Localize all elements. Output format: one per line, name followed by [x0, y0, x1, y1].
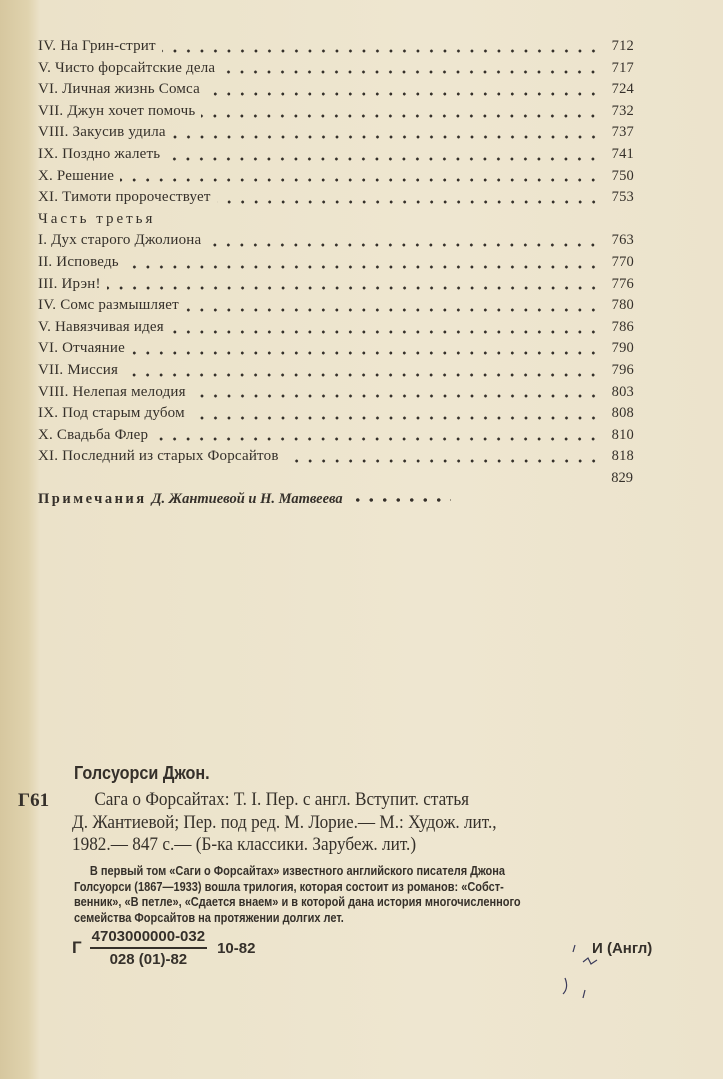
entry-page: 803 — [611, 383, 634, 400]
notes-label: Примечания — [38, 491, 147, 508]
toc-entry — [38, 124, 634, 146]
dot-leader — [170, 329, 600, 335]
dot-leader — [185, 307, 600, 313]
dot-leader — [351, 497, 451, 503]
entry-page: 780 — [611, 297, 634, 314]
toc-entry — [38, 254, 634, 276]
pencil-mark-icon — [555, 940, 605, 1000]
entry-title: VI. Личная жизнь Сомса — [38, 81, 200, 98]
dot-leader — [154, 436, 600, 442]
entry-page: 808 — [611, 405, 634, 422]
index-letter: Г — [72, 938, 82, 957]
entry-title: IX. Поздно жалеть — [38, 145, 161, 162]
catalog-index — [72, 928, 255, 968]
entry-title: II. Исповедь — [38, 253, 119, 270]
entry-title: VII. Джун хочет помочь — [38, 102, 196, 119]
toc-entry — [38, 297, 634, 319]
entry-title: V. Чисто форсайтские дела — [38, 59, 216, 76]
classification: И (Англ) — [592, 940, 653, 957]
entry-page: 776 — [611, 275, 634, 292]
entry-page: 753 — [611, 189, 634, 206]
index-fraction — [90, 928, 207, 968]
desc-line: Д. Жантиевой; Пер. под ред. М. Лорие.— М.: Худож. лит., — [72, 812, 497, 833]
abstract-line: венник», «В петле», «Сдается внаем» и в которой дана история многочисленного — [74, 895, 521, 909]
dot-leader — [221, 69, 600, 75]
dot-leader — [131, 350, 600, 356]
toc-entry — [38, 405, 634, 427]
toc-entry — [38, 60, 634, 82]
dot-leader — [206, 91, 600, 97]
catalog-description — [72, 789, 497, 857]
entry-title: IV. На Грин-стрит — [38, 38, 156, 54]
notes-entry — [38, 491, 634, 508]
dot-leader — [207, 242, 600, 248]
dot-leader — [124, 372, 600, 378]
entry-page: 818 — [611, 448, 634, 465]
dot-leader — [162, 48, 600, 54]
entry-title: VI. Отчаяние — [38, 340, 125, 357]
dot-leader — [217, 199, 600, 205]
entry-page: 750 — [611, 167, 634, 184]
entry-title: VIII. Закусив удила — [38, 124, 166, 141]
toc-entry — [38, 81, 634, 103]
dot-leader — [191, 415, 600, 421]
entry-page: 732 — [611, 102, 634, 119]
entry-page: 790 — [611, 340, 634, 357]
catalog-author: Голсуорси Джон. — [74, 763, 210, 783]
dot-leader — [201, 113, 600, 119]
dot-leader — [107, 285, 600, 291]
abstract-line: В первый том «Саги о Форсайтах» известного английского писателя Джона — [89, 864, 506, 878]
index-numerator: 4703000000-032 — [90, 928, 207, 949]
entry-title: XI. Тимоти пророчествует — [38, 189, 211, 206]
toc-entry — [38, 448, 634, 470]
toc-entry — [38, 362, 634, 384]
entry-title: IX. Под старым дубом — [38, 405, 185, 422]
abstract-line: семейства Форсайтов на протяжении долгих лет. — [74, 910, 344, 925]
toc-entry — [38, 189, 634, 211]
year-code: 10-82 — [217, 939, 256, 957]
entry-page: 717 — [611, 59, 634, 76]
entry-page: 712 — [611, 38, 634, 54]
entry-title: V. Навязчивая идея — [38, 318, 164, 335]
dot-leader — [192, 393, 600, 399]
dot-leader — [285, 458, 600, 464]
entry-title: VIII. Нелепая мелодия — [38, 383, 186, 400]
notes-authors: Д. Жантиевой и Н. Матвеева — [151, 491, 343, 508]
toc-entry — [38, 384, 634, 406]
entry-page: 763 — [611, 232, 634, 249]
entry-page: 737 — [611, 124, 634, 141]
dot-leader — [166, 156, 600, 162]
toc-entry — [38, 146, 634, 168]
entry-page: 724 — [611, 81, 634, 98]
toc-entry — [38, 340, 634, 362]
entry-page: 796 — [611, 361, 634, 378]
toc-entry — [38, 38, 634, 60]
entry-title: III. Ирэн! — [38, 275, 101, 292]
desc-line: Сага о Форсайтах: Т. I. Пер. с англ. Вступит. статья — [94, 790, 470, 810]
toc-entry — [38, 168, 634, 190]
dot-leader — [172, 134, 600, 140]
entry-title: X. Решение — [38, 167, 115, 184]
entry-page: 810 — [611, 426, 634, 443]
entry-title: X. Свадьба Флер — [38, 426, 149, 443]
catalog-code: Г61 — [18, 790, 50, 811]
desc-line: 1982.— 847 с.— (Б-ка классики. Зарубеж. лит.) — [72, 835, 417, 855]
dot-leader — [120, 177, 600, 183]
catalog-abstract — [74, 864, 602, 926]
index-denominator: 028 (01)-82 — [109, 951, 188, 968]
toc-entry — [38, 319, 634, 341]
abstract-line: Голсуорси (1867—1933) вошла трилогия, которая состоит из романов: «Собст- — [74, 879, 504, 894]
entry-page: 786 — [611, 318, 634, 335]
toc-entry — [38, 276, 634, 298]
notes-page-number: 829 — [611, 469, 633, 486]
entry-page: 770 — [611, 253, 634, 270]
toc-entry — [38, 427, 634, 449]
entry-title: IV. Сомс размышляет — [38, 297, 179, 314]
part-heading: Часть третья — [38, 210, 156, 227]
dot-leader — [125, 264, 600, 270]
table-of-contents — [38, 38, 634, 508]
entry-title: VII. Миссия — [38, 361, 119, 378]
toc-entry — [38, 103, 634, 125]
entry-title: XI. Последний из старых Форсайтов — [38, 448, 279, 465]
toc-entry — [38, 232, 634, 254]
entry-page: 741 — [611, 145, 634, 162]
entry-title: I. Дух старого Джолиона — [38, 232, 202, 249]
